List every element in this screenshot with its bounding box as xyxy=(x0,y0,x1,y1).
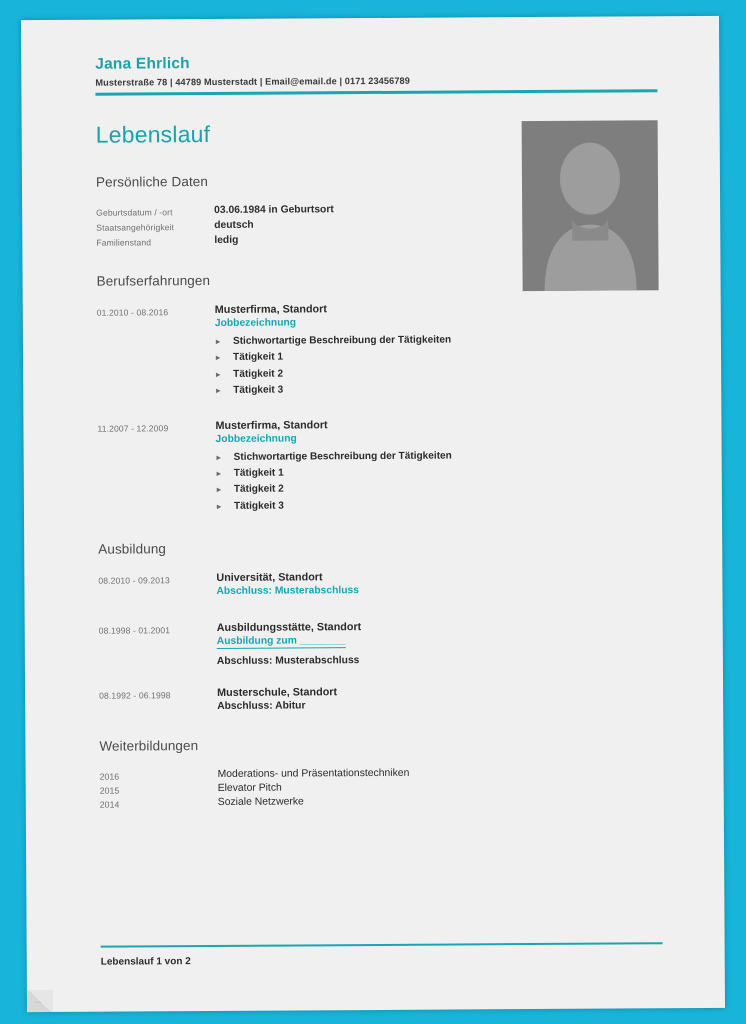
list-item: ▸ Stichwortartige Beschreibung der Tätigkeiten xyxy=(215,331,659,350)
resume-footer xyxy=(101,942,663,968)
contact-line: Musterstraße 78 | 44789 Musterstadt | Email@email.de | 0171 23456789 xyxy=(95,75,410,88)
list-item: ▸ Tätigkeit 2 xyxy=(216,480,660,499)
entry-degree: Ausbildung zum ________ xyxy=(216,635,346,648)
section-heading-training: Weiterbildungen xyxy=(99,738,199,754)
training-row xyxy=(100,794,662,809)
resume-content xyxy=(95,52,662,836)
row-label: Geburtsdatum / -ort xyxy=(96,207,173,218)
entry-period: 08.1998 - 01.2001 xyxy=(98,625,171,636)
entry-period: 08.1992 - 06.1998 xyxy=(99,690,171,701)
footer-divider xyxy=(101,942,663,948)
training-year: 2015 xyxy=(99,785,120,796)
row-label: Familienstand xyxy=(96,237,152,248)
resume-paper xyxy=(21,16,725,1012)
entry-institution: Ausbildungsstätte, Standort xyxy=(216,621,362,635)
section-heading-personal: Persönliche Daten xyxy=(95,174,209,190)
list-item: ▸ Tätigkeit 2 xyxy=(215,364,659,383)
resume-body xyxy=(96,118,662,810)
entry-period: 08.2010 - 09.2013 xyxy=(98,575,170,586)
training-year: 2016 xyxy=(99,771,120,782)
list-item: ▸ Tätigkeit 1 xyxy=(215,348,659,367)
entry-degree-note: Abschluss: Abitur xyxy=(217,700,306,713)
entry-role: Jobbezeichnung xyxy=(214,317,297,329)
document-page-wrapper xyxy=(24,18,722,1010)
person-placeholder-icon xyxy=(522,120,659,291)
training-title: Moderations- und Präsentationstechniken xyxy=(217,768,410,781)
entry-bullet-list xyxy=(215,331,659,399)
entry-institution: Musterschule, Standort xyxy=(217,686,338,700)
entry-period: 11.2007 - 12.2009 xyxy=(97,422,169,434)
entry-degree: Abschluss: Musterabschluss xyxy=(216,585,359,598)
entry-degree-note: Abschluss: Musterabschluss xyxy=(216,655,360,668)
row-value: 03.06.1984 in Geburtsort xyxy=(214,204,334,216)
entry-company: Musterfirma, Standort xyxy=(214,303,327,316)
header-divider xyxy=(95,89,657,95)
entry-body xyxy=(217,684,661,712)
list-item: ▸ Tätigkeit 3 xyxy=(216,496,660,515)
page-title: Lebenslauf xyxy=(95,120,211,148)
entry-institution: Universität, Standort xyxy=(216,571,323,585)
applicant-photo xyxy=(522,120,659,291)
training-title: Soziale Netzwerke xyxy=(217,796,304,809)
training-year: 2014 xyxy=(99,799,120,810)
row-value: deutsch xyxy=(214,219,254,231)
applicant-name: Jana Ehrlich xyxy=(95,55,190,73)
entry-body xyxy=(217,619,661,667)
section-training xyxy=(99,735,661,809)
row-label: Staatsangehörigkeit xyxy=(96,222,175,233)
education-entry xyxy=(98,569,660,602)
section-experience xyxy=(97,270,660,516)
list-item: ▸ Tätigkeit 1 xyxy=(216,463,660,482)
experience-entry xyxy=(97,417,660,516)
footer-page-label: Lebenslauf 1 von 2 xyxy=(100,956,191,968)
row-value: ledig xyxy=(214,234,239,246)
paper-watermark: ••• xyxy=(34,1000,42,1007)
training-row xyxy=(100,766,662,781)
entry-bullet-list xyxy=(216,447,660,515)
education-entry xyxy=(99,684,661,712)
entry-period: 01.2010 - 08.2016 xyxy=(96,307,169,318)
section-education xyxy=(98,538,661,712)
entry-company: Musterfirma, Standort xyxy=(215,418,328,432)
entry-body xyxy=(215,301,660,399)
resume-header xyxy=(95,52,657,95)
education-entry xyxy=(99,619,661,667)
entry-body xyxy=(216,569,660,602)
entry-role: Jobbezeichnung xyxy=(215,433,297,445)
training-title: Elevator Pitch xyxy=(217,782,282,795)
training-row xyxy=(100,780,662,795)
experience-entry xyxy=(97,301,660,400)
list-item: ▸ Stichwortartige Beschreibung der Tätigkeiten xyxy=(216,447,660,466)
entry-body xyxy=(215,417,660,515)
section-heading-education: Ausbildung xyxy=(98,541,167,557)
section-heading-experience: Berufserfahrungen xyxy=(96,272,211,289)
list-item: ▸ Tätigkeit 3 xyxy=(215,380,659,399)
